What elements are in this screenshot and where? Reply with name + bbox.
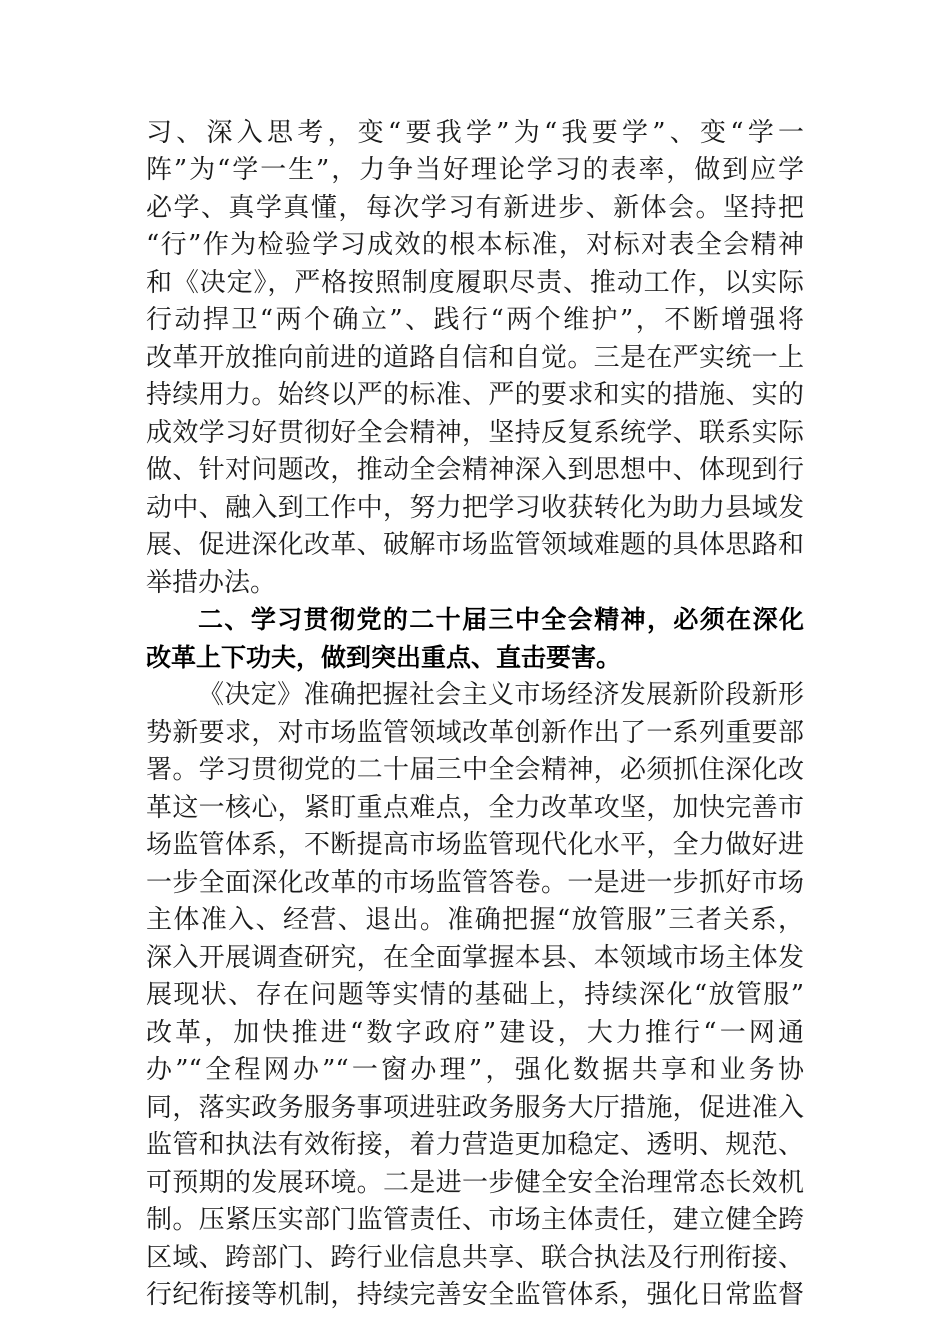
text-line: 和《决定》，严格按照制度履职尽责、推动工作，以实际 [146, 268, 804, 298]
text-line: 场监管体系，不断提高市场监管现代化水平，全力做好进 [146, 830, 804, 860]
text-line: 制。压紧压实部门监管责任、市场主体责任，建立健全跨 [146, 1205, 804, 1235]
text-line: 行动捍卫“两个确立”、践行“两个维护”，不断增强将 [146, 305, 804, 335]
text-line: 展、促进深化改革、破解市场监管领域难题的具体思路和 [146, 530, 804, 560]
text-line: 革这一核心，紧盯重点难点，全力改革攻坚，加快完善市 [146, 793, 804, 823]
text-line: 监管和执法有效衔接，着力营造更加稳定、透明、规范、 [146, 1130, 804, 1160]
heading-line: 二、学习贯彻党的二十届三中全会精神，必须在深化 [198, 605, 804, 634]
text-line: 《决定》准确把握社会主义市场经济发展新阶段新形 [198, 680, 804, 710]
text-line: 必学、真学真懂，每次学习有新进步、新体会。坚持把 [146, 193, 804, 223]
text-line: “行”作为检验学习成效的根本标准，对标对表全会精神 [146, 230, 804, 260]
text-line: 举措办法。 [146, 568, 277, 598]
heading-line: 改革上下功夫，做到突出重点、直击要害。 [146, 643, 622, 672]
text-line: 做、针对问题改，推动全会精神深入到思想中、体现到行 [146, 455, 804, 485]
text-line: 改革开放推向前进的道路自信和自觉。三是在严实统一上 [146, 343, 804, 373]
text-line: 办”“全程网办”“一窗办理”，强化数据共享和业务协 [146, 1055, 804, 1085]
text-line: 成效学习好贯彻好全会精神，坚持反复系统学、联系实际 [146, 418, 804, 448]
text-line: 主体准入、经营、退出。准确把握“放管服”三者关系， [146, 905, 804, 935]
text-line: 行纪衔接等机制，持续完善安全监管体系，强化日常监督 [146, 1280, 804, 1310]
text-line: 习、深入思考，变“要我学”为“我要学”、变“学一 [146, 118, 804, 148]
text-line: 势新要求，对市场监管领域改革创新作出了一系列重要部 [146, 718, 804, 748]
text-line: 阵”为“学一生”，力争当好理论学习的表率，做到应学 [146, 155, 804, 185]
text-line: 改革，加快推进“数字政府”建设，大力推行“一网通 [146, 1018, 804, 1048]
text-line: 展现状、存在问题等实情的基础上，持续深化“放管服” [146, 980, 804, 1010]
text-line: 持续用力。始终以严的标准、严的要求和实的措施、实的 [146, 380, 804, 410]
text-line: 区域、跨部门、跨行业信息共享、联合执法及行刑衔接、 [146, 1243, 804, 1273]
text-line: 一步全面深化改革的市场监管答卷。一是进一步抓好市场 [146, 868, 804, 898]
text-line: 深入开展调查研究，在全面掌握本县、本领域市场主体发 [146, 943, 804, 973]
text-line: 可预期的发展环境。二是进一步健全安全治理常态长效机 [146, 1168, 804, 1198]
text-line: 同，落实政务服务事项进驻政务服务大厅措施，促进准入 [146, 1093, 804, 1123]
text-line: 动中、融入到工作中，努力把学习收获转化为助力县域发 [146, 493, 804, 523]
text-line: 署。学习贯彻党的二十届三中全会精神，必须抓住深化改 [146, 755, 804, 785]
